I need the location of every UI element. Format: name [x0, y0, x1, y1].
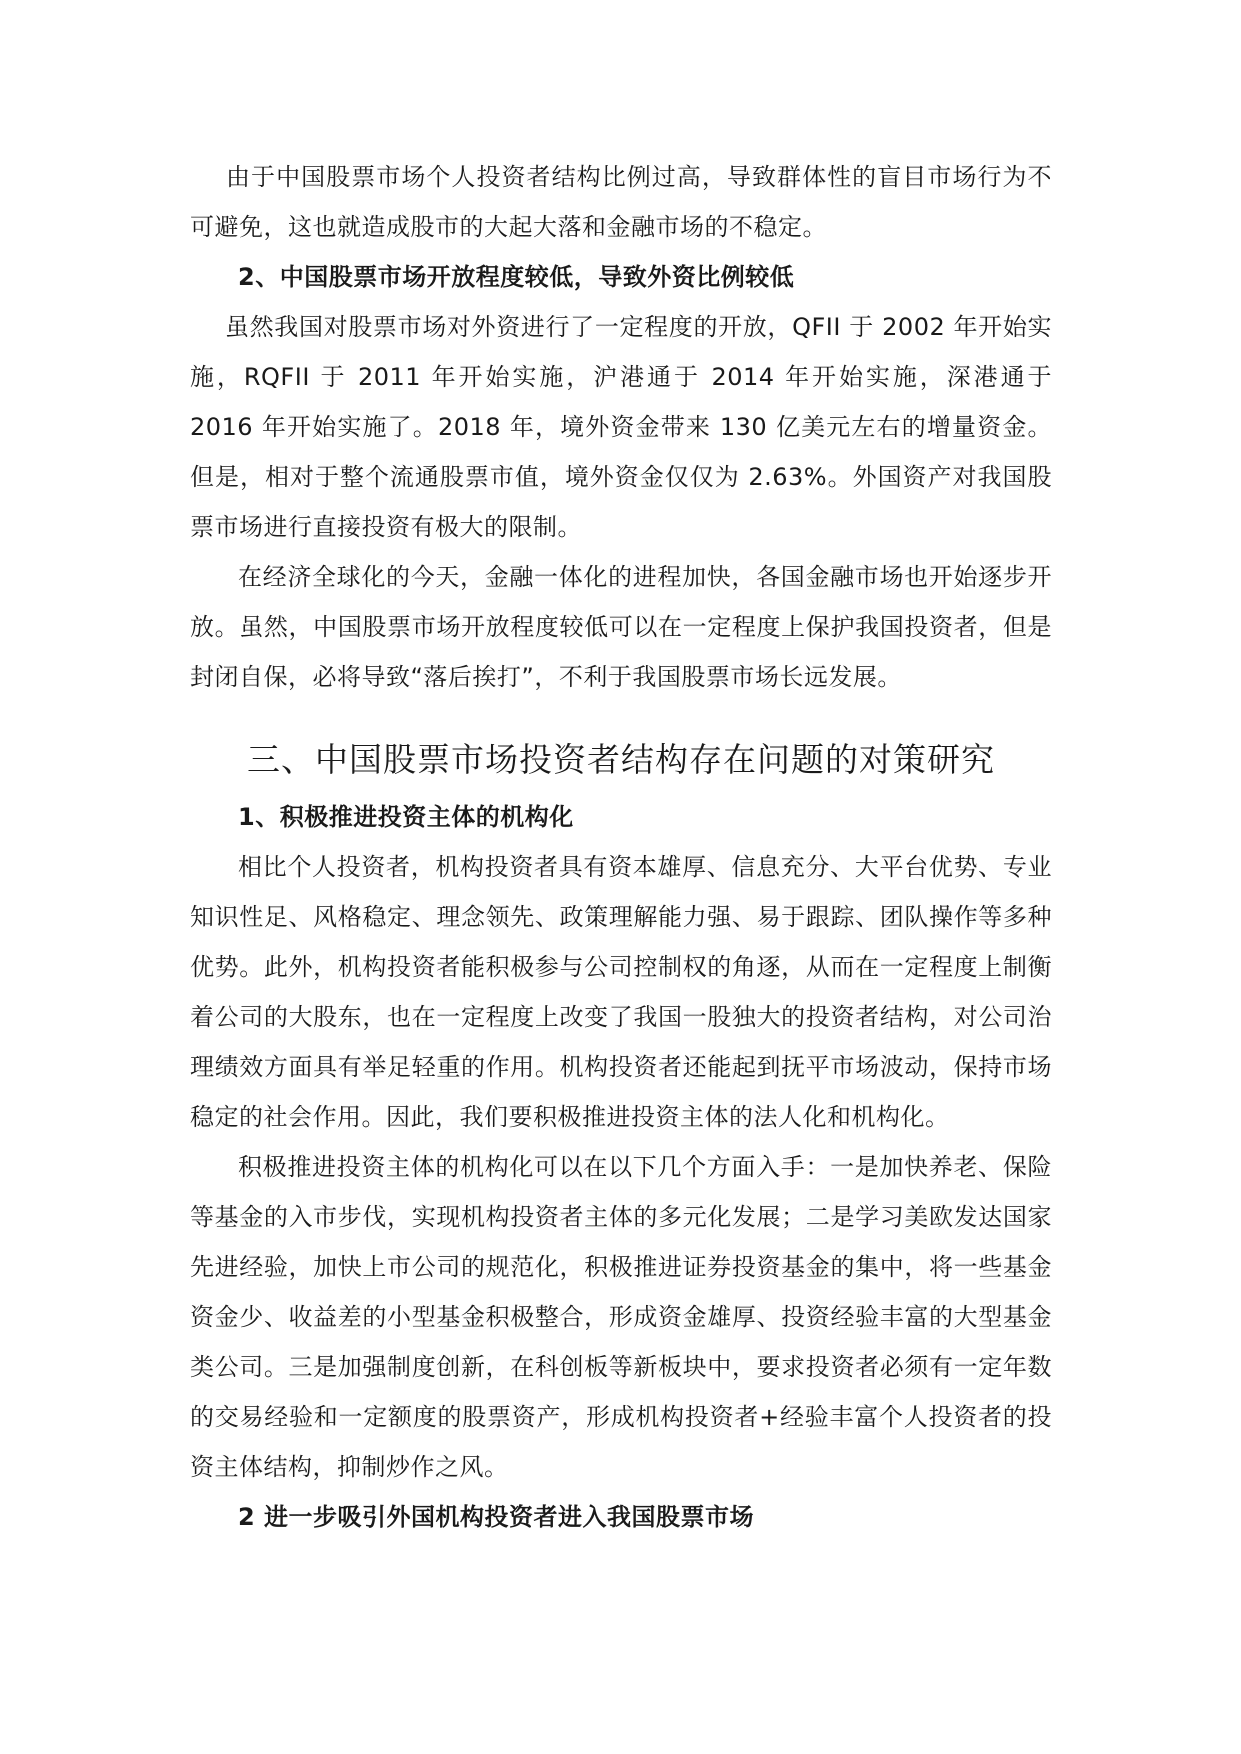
spacer: [190, 702, 1052, 730]
subheading-low-openness: 2、中国股票市场开放程度较低，导致外资比例较低: [238, 263, 795, 291]
paragraph-institutional-advantages: 相比个人投资者，机构投资者具有资本雄厚、信息充分、大平台优势、专业知识性足、风格稳定、理念领先、政策理解能力强、易于跟踪、团队操作等多种优势。此外，机构投资者能积极参与公司控制权的角逐，从而在一定程度上制衡着公司的大股东，也在一定程度上改变了我国一股独大的投资者结构，对公司治理绩效方面具有举足轻重的作用。机构投资者还能起到抚平市场波动，保持市场稳定的社会作用。因此，我们要积极推进投资主体的法人化和机构化。: [190, 853, 1052, 1131]
paragraph-financial-globalization: 在经济全球化的今天，金融一体化的进程加快，各国金融市场也开始逐步开放。虽然，中国股票市场开放程度较低可以在一定程度上保护我国投资者，但是封闭自保，必将导致“落后挨打”，不利于我国股票市场长远发展。: [190, 563, 1052, 691]
paragraph-retail-investor-ratio: 由于中国股票市场个人投资者结构比例过高，导致群体性的盲目市场行为不可避免，这也就造成股市的大起大落和金融市场的不稳定。: [190, 163, 1052, 241]
paragraph-institutionalization-measures: 积极推进投资主体的机构化可以在以下几个方面入手：一是加快养老、保险等基金的入市步伐，实现机构投资者主体的多元化发展；二是学习美欧发达国家先进经验，加快上市公司的规范化，积极推进证券投资基金的集中，将一些基金资金少、收益差的小型基金积极整合，形成资金雄厚、投资经验丰富的大型基金类公司。三是加强制度创新，在科创板等新板块中，要求投资者必须有一定年数的交易经验和一定额度的股票资产，形成机构投资者+经验丰富个人投资者的投资主体结构，抑制炒作之风。: [190, 1153, 1052, 1481]
subheading-institutionalization: 1、积极推进投资主体的机构化: [238, 803, 574, 831]
section-title: 三、中国股票市场投资者结构存在问题的对策研究: [247, 740, 995, 779]
paragraph-foreign-capital-opening: 虽然我国对股票市场对外资进行了一定程度的开放，QFII 于 2002 年开始实施，RQFII 于 2011 年开始实施，沪港通于 2014 年开始实施，深港通于 2016 年开始实施了。2018 年，境外资金带来 130 亿美元左右的增量资金。但是，相对于整个流通股票市值，境外资金仅仅为 2.63%。外国资产对我国股票市场进行直接投资有极大的限制。: [190, 313, 1052, 541]
subheading-attract-foreign-institutions: 2 进一步吸引外国机构投资者进入我国股票市场: [238, 1503, 755, 1531]
document-body: [190, 152, 1052, 1542]
